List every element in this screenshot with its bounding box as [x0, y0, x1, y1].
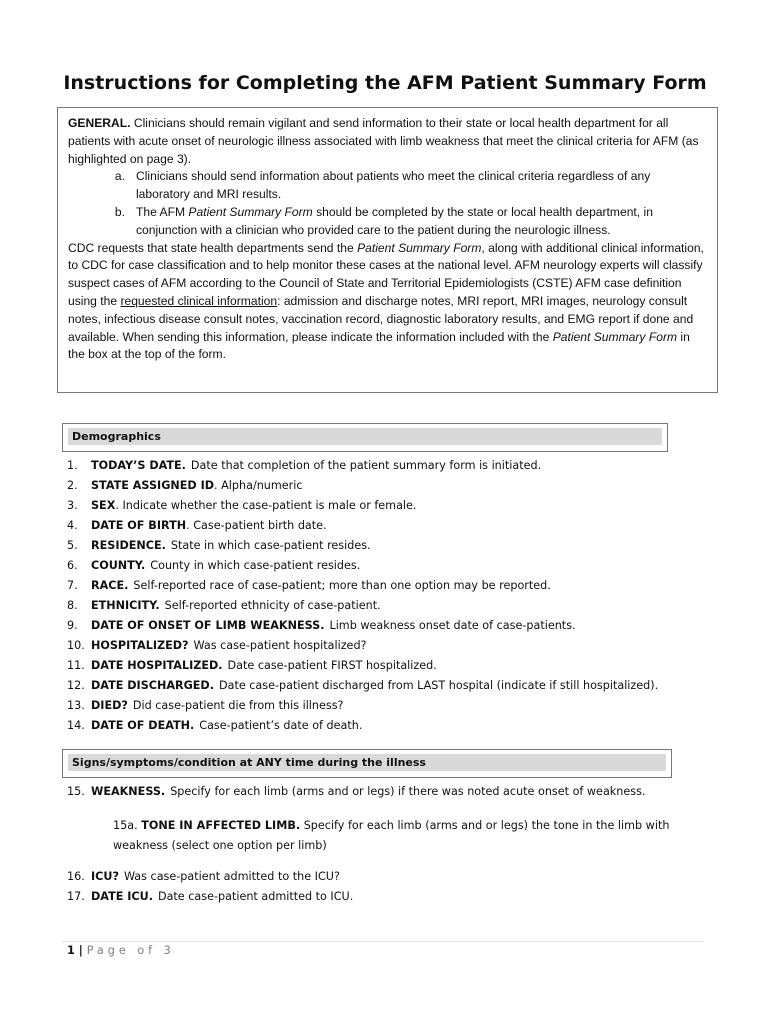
list-item: 10. HOSPITALIZED? Was case-patient hospitalized? [67, 639, 367, 652]
demographics-list [67, 456, 717, 736]
list-item: 12. DATE DISCHARGED. Date case-patient discharged from LAST hospital (indicate if still hospitalized). [67, 679, 659, 692]
signs-list [67, 782, 717, 802]
list-item: 17. DATE ICU. Date case-patient admitted to ICU. [67, 890, 354, 903]
list-item: 11. DATE HOSPITALIZED. Date case-patient FIRST hospitalized. [67, 659, 437, 672]
list-item: 15. WEAKNESS. Specify for each limb (arms and or legs) if there was noted acute onset of weakness. [67, 785, 646, 798]
page-label: Page of 3 [86, 944, 175, 957]
list-item: 7. RACE. Self-reported race of case-patient; more than one option may be reported. [67, 579, 551, 592]
list-item: 6. COUNTY. County in which case-patient resides. [67, 559, 361, 572]
list-item: 5. RESIDENCE. State in which case-patient resides. [67, 539, 371, 552]
requested-clinical-information-link: requested clinical information [120, 293, 278, 308]
general-section [57, 107, 718, 393]
demographics-heading: Demographics [68, 428, 662, 445]
list-item: 4. DATE OF BIRTH . Case-patient birth date. [67, 519, 327, 532]
list-item: 2. STATE ASSIGNED ID . Alpha/numeric [67, 479, 303, 492]
list-item: 14. DATE OF DEATH. Case-patient’s date of death. [67, 719, 363, 732]
general-label: GENERAL. [68, 116, 131, 130]
cdc-request-paragraph: CDC requests that state health departments send the Patient Summary Form, along with additional clinical information, to CDC for case classification and to help monitor these cases at the national level. AFM neurology experts will classify suspect cases of AFM according to the Council of State and Territorial Epidemiologists (CSTE) AFM case definition using the requested clinical information: admission and discharge notes, MRI report, MRI images, neurology consult notes, infectious disease consult notes, vaccination record, diagnostic laboratory results, and EMG report if done and available. When sending this information, please indicate the information included with the Patient Summary Form in the box at the top of the form. [68, 240, 704, 362]
list-item: 9. DATE OF ONSET OF LIMB WEAKNESS. Limb weakness onset date of case-patients. [67, 619, 576, 632]
list-item: 1. TODAY’S DATE. Date that completion of the patient summary form is initiated. [67, 459, 542, 472]
page-number: 1 [67, 944, 75, 957]
item-15a: 15a. TONE IN AFFECTED LIMB. Specify for each limb (arms and or legs) the tone in the limb with weakness (select one option per limb) [113, 819, 670, 852]
footer-divider [62, 941, 704, 942]
signs-heading: Signs/symptoms/condition at ANY time during the illness [68, 754, 666, 771]
signs-header [62, 749, 672, 778]
general-intro: GENERAL. Clinicians should remain vigilant and send information to their state or local health department for all patients with acute onset of neurologic illness associated with limb weakness that meet the clinical criteria for AFM (as highlighted on page 3). [68, 116, 699, 166]
page-title: Instructions for Completing the AFM Patient Summary Form [63, 72, 707, 94]
general-item-a: a. Clinicians should send information about patients who meet the clinical criteria regardless of any laboratory and MRI results. [114, 169, 651, 202]
general-item-b: b. The AFM Patient Summary Form should be completed by the state or local health department, in conjunction with a clinician who provided care to the patient during the neurologic illness. [114, 204, 653, 237]
list-item: 3. SEX . Indicate whether the case-patient is male or female. [67, 499, 417, 512]
demographics-header [62, 423, 668, 452]
page-footer: 1 | Page of 3 [67, 944, 175, 957]
signs-list-continued [67, 867, 717, 907]
list-item: 16. ICU? Was case-patient admitted to the ICU? [67, 870, 340, 883]
list-item: 13. DIED? Did case-patient die from this illness? [67, 699, 344, 712]
list-item: 8. ETHNICITY. Self-reported ethnicity of case-patient. [67, 599, 381, 612]
